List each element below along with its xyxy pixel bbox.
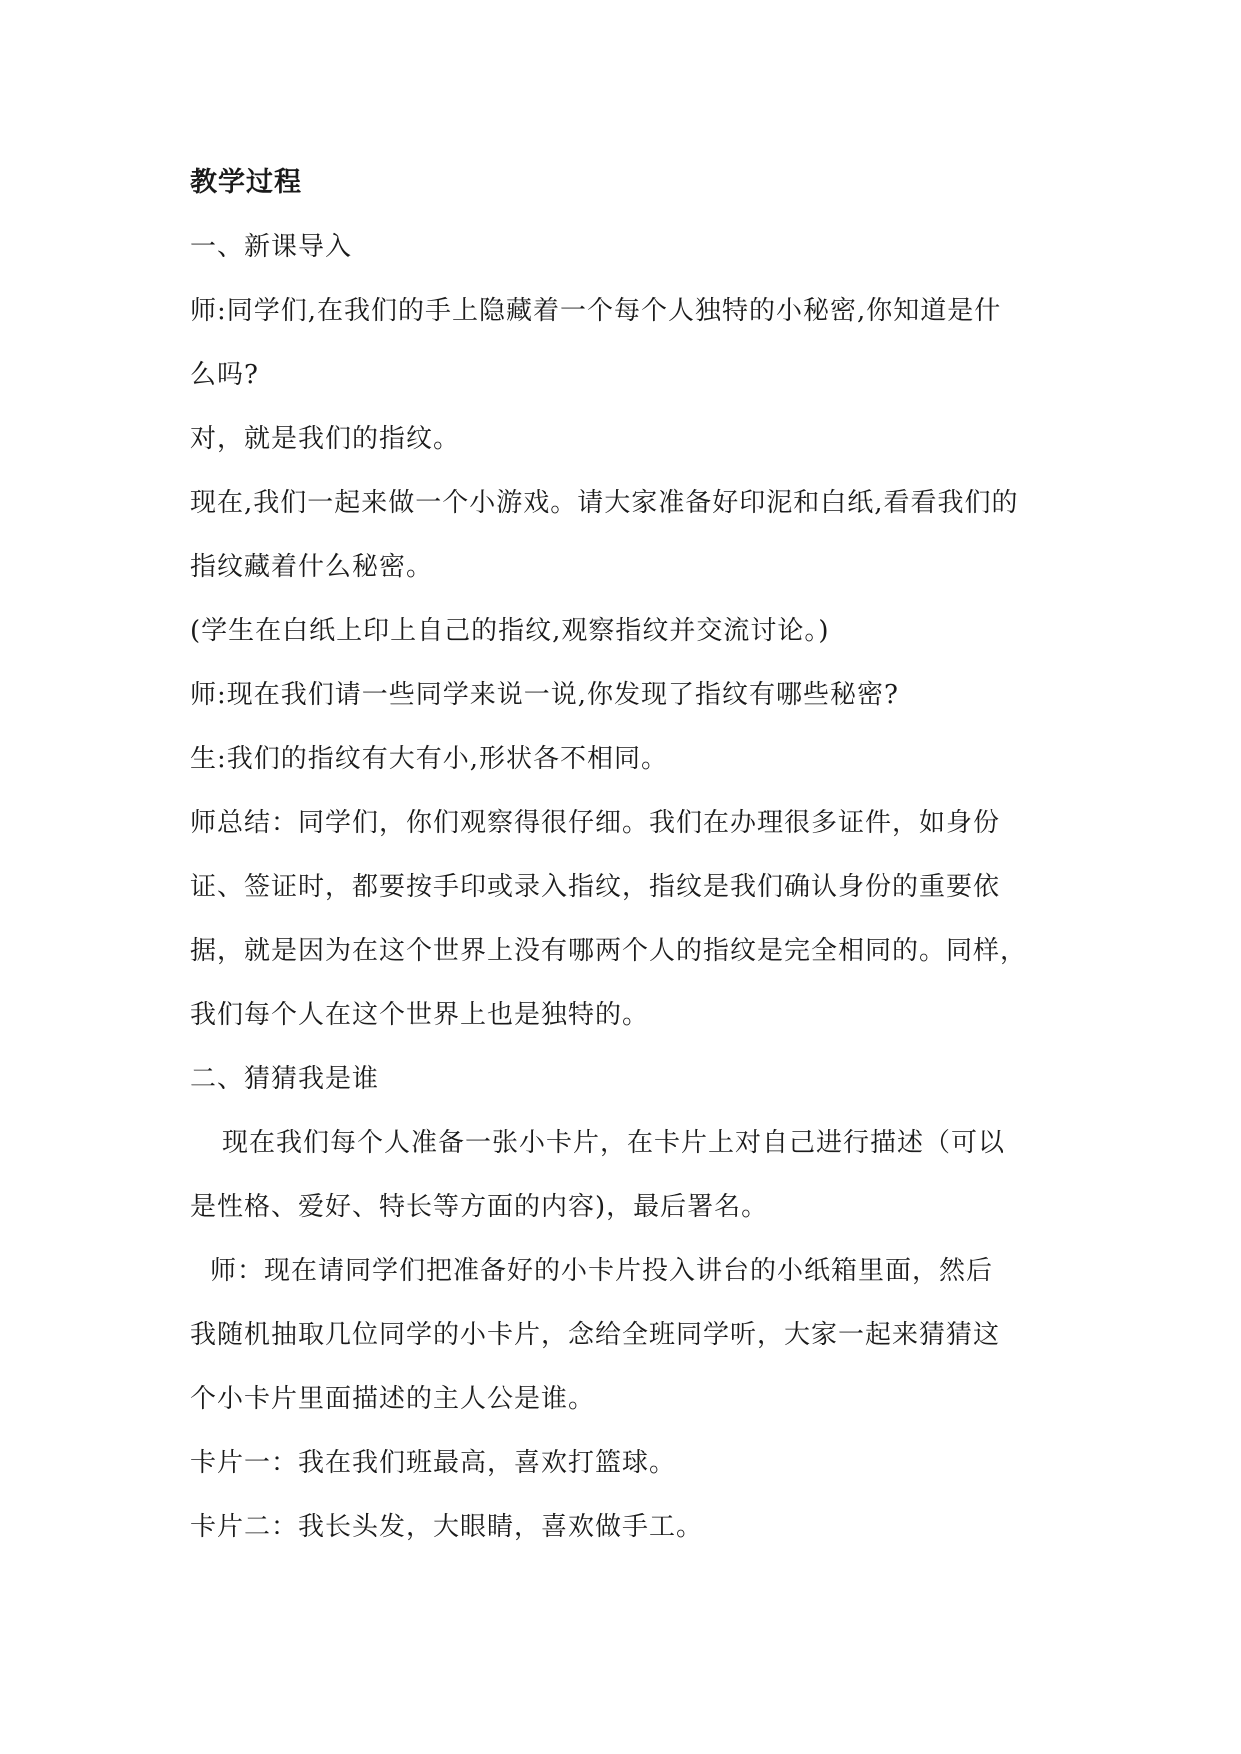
paragraph-line: 我随机抽取几位同学的小卡片，念给全班同学听，大家一起来猜猜这 <box>190 1320 1001 1350</box>
paragraph-line: 证、签证时，都要按手印或录入指纹，指纹是我们确认身份的重要依 <box>190 872 1001 902</box>
paragraph-line: 是性格、爱好、特长等方面的内容)，最后署名。 <box>190 1192 769 1222</box>
paragraph-line: 指纹藏着什么秘密。 <box>190 552 434 582</box>
section-heading: 二、猜猜我是谁 <box>190 1064 380 1094</box>
paragraph-line: 现在,我们一起来做一个小游戏。请大家准备好印泥和白纸,看看我们的 <box>190 488 1019 518</box>
paragraph-line: 据，就是因为在这个世界上没有哪两个人的指纹是完全相同的。同样， <box>190 936 1028 966</box>
document-title: 教学过程 <box>190 167 302 198</box>
paragraph-line: 师：现在请同学们把准备好的小卡片投入讲台的小纸箱里面，然后 <box>210 1256 994 1286</box>
section-heading: 一、新课导入 <box>190 232 353 262</box>
paragraph-line: 师:现在我们请一些同学来说一说,你发现了指纹有哪些秘密? <box>190 680 899 710</box>
paragraph-line: 对，就是我们的指纹。 <box>190 424 461 454</box>
paragraph-line: 生:我们的指纹有大有小,形状各不相同。 <box>190 744 669 774</box>
paragraph-line: 么吗? <box>190 360 259 390</box>
paragraph-line: 现在我们每个人准备一张小卡片，在卡片上对自己进行描述（可以 <box>222 1128 1006 1158</box>
paragraph-line: 卡片一：我在我们班最高，喜欢打篮球。 <box>190 1448 677 1478</box>
paragraph-line: 卡片二：我长头发，大眼睛，喜欢做手工。 <box>190 1512 704 1542</box>
paragraph-line: 我们每个人在这个世界上也是独特的。 <box>190 1000 650 1030</box>
paragraph-line: 个小卡片里面描述的主人公是谁。 <box>190 1384 596 1414</box>
paragraph-line: 师总结：同学们，你们观察得很仔细。我们在办理很多证件，如身份 <box>190 808 1001 838</box>
paragraph-line: 师:同学们,在我们的手上隐藏着一个每个人独特的小秘密,你知道是什 <box>190 296 1002 326</box>
paragraph-line: (学生在白纸上印上自己的指纹,观察指纹并交流讨论。) <box>190 616 830 646</box>
